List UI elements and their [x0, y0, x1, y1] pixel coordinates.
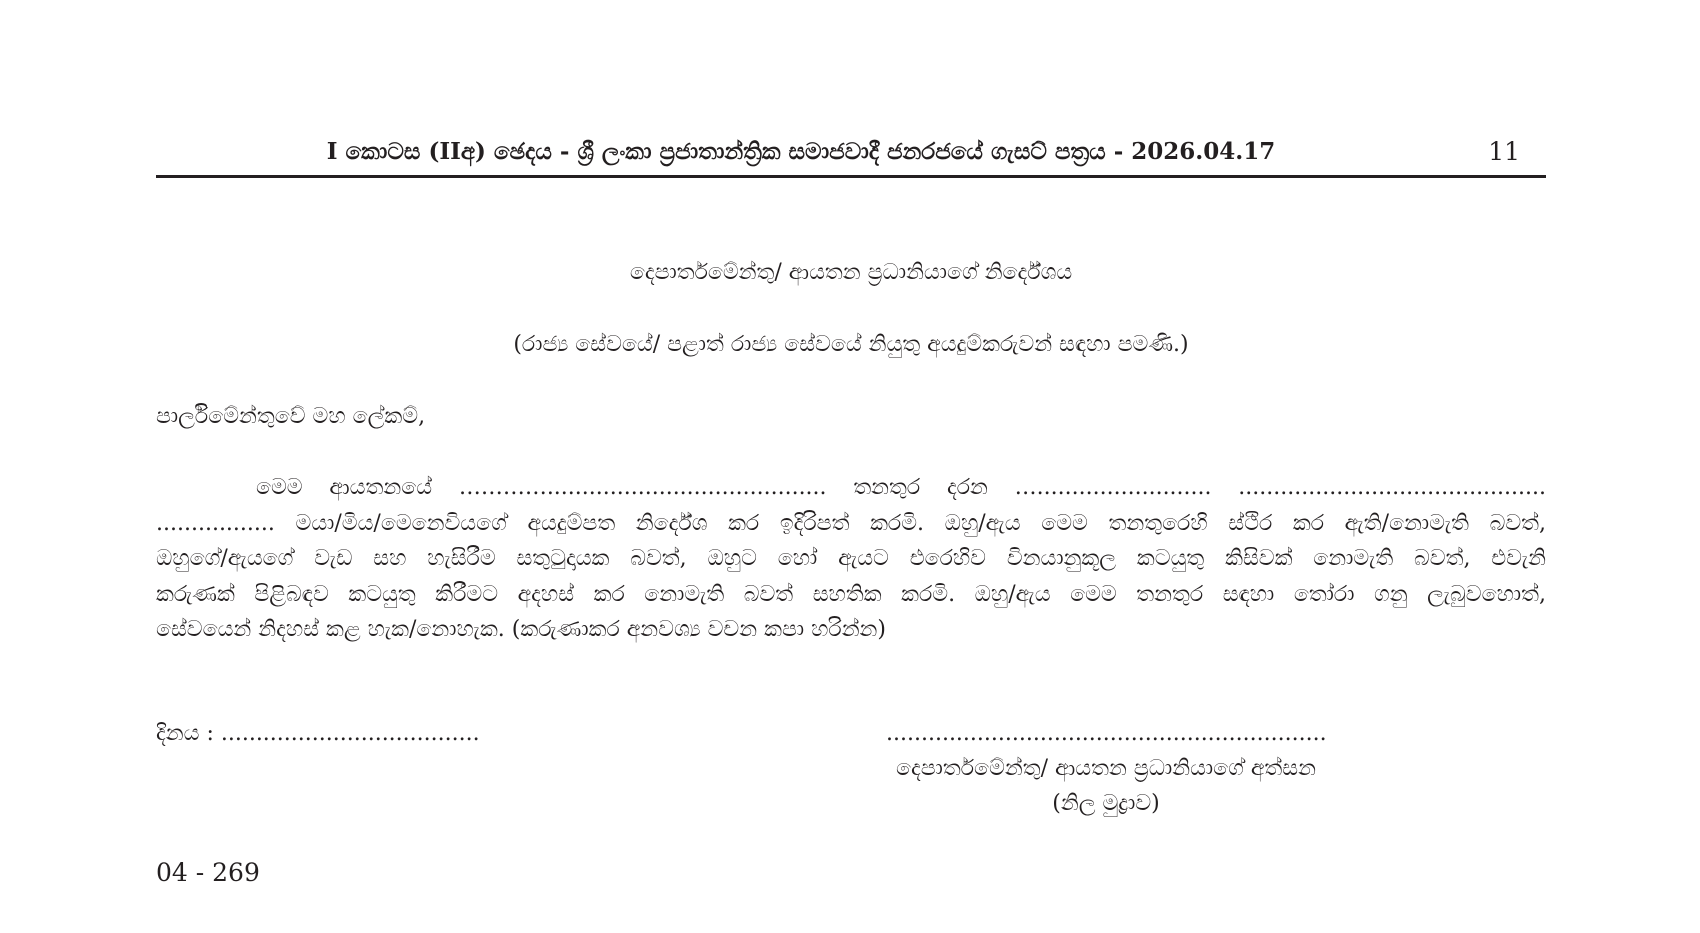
gazette-header-title: I කොටස (IIඅ) ඡෙදය - ශ්‍රී ලංකා ප්‍රජාතාන්ත්‍රික සමාජවාදී ජනරජයේ ගැසට් පත්‍රය - 2026.04.17: [326, 138, 1276, 165]
date-field: දිනය : .....................................: [156, 721, 480, 746]
signature-label: දෙපාර්තමේන්තු/ ආයතන ප්‍රධානියාගේ අත්සන: [896, 756, 1316, 781]
salutation: පාර්ලිමේන්තුවේ මහ ලේකම්,: [156, 404, 426, 429]
gazette-page: [156, 0, 1546, 933]
form-heading: දෙපාර්තමේන්තු/ ආයතන ප්‍රධානියාගේ නිර්දේශය: [629, 260, 1073, 285]
signature-line: ...............................................................: [886, 721, 1327, 746]
paragraph-line: ඔහුගේ/ඇයගේ වැඩ සහ හැසිරීම සතුටුදායක බවත්, ඔහුට හෝ ඇයට එරෙහිව විනයානුකූල කටයුතු කිසිවක් නොමැති බවත්, එවැනි: [156, 546, 1546, 571]
recommendation-paragraph: [156, 470, 1546, 648]
header-divider: [156, 175, 1546, 178]
page-number: 11: [1488, 137, 1520, 166]
page-header: [156, 136, 1546, 176]
form-subheading: (රාජ්‍ය සේවයේ/ පළාත් රාජ්‍ය සේවයේ නියුතු අයදුම්කරුවන් සඳහා පමණි.): [513, 332, 1189, 357]
paragraph-line: මෙම ආයතනයේ …………........................................ තනතුර දරන …......................... ............................................: [256, 475, 1546, 500]
paragraph-line: ................. මයා/මිය/මෙනෙවියගේ අයදුම්පත නිර්දේශ කර ඉදිරිපත් කරමි. ඔහු/ඇය මෙම තනතුරෙහි ස්ථිර කර ඇති/නොමැති බවත්,: [156, 510, 1546, 536]
seal-label: (නිල මුද්‍රාව): [1052, 791, 1160, 816]
paragraph-line: සේවයෙන් නිදහස් කළ හැක/නොහැක. (කරුණාකර අනවශ්‍ය වචන කපා හරින්න): [156, 617, 887, 642]
document-serial: 04 - 269: [156, 858, 260, 887]
paragraph-line: කරුණක් පිළිබඳව කටයුතු කිරීමට අදහස් කර නොමැති බවත් සහතික කරමි. ඔහු/ඇය මෙම තනතුර සඳහා තෝරා ගනු ලැබුවහොත්,: [156, 581, 1546, 607]
